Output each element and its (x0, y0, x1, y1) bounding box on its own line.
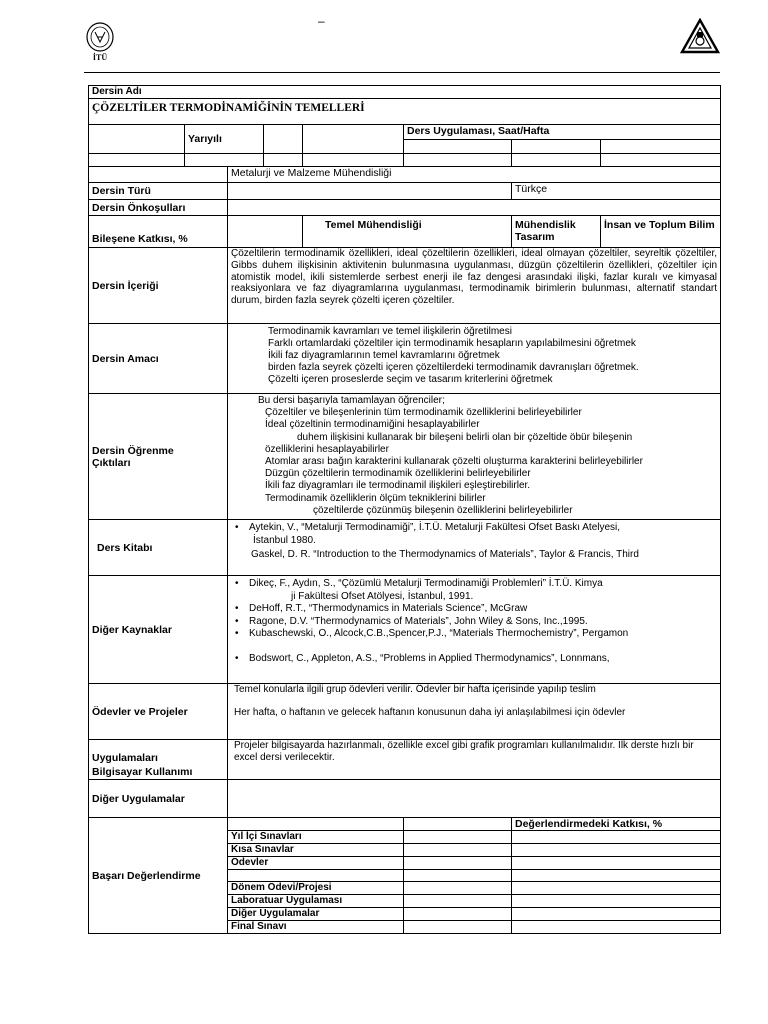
type-value (228, 183, 512, 200)
source-item-text: Kubaschewski, O., Alcock,C.B.,Spencer,P.J., “Materials Thermochemistry”, Pergamon (249, 628, 629, 639)
semester-blank-1 (89, 125, 185, 154)
textbook-bullets (231, 522, 717, 535)
contribution-label: Bileşene Katkısı, % (89, 216, 228, 248)
evaluation-count (404, 908, 512, 921)
semester-value-4 (303, 154, 404, 167)
textbook-item (231, 522, 717, 535)
aim-item: Farklı ortamlardaki çözeltiler için termodinamik hesapların yapılabilmesini öğretmek (268, 338, 636, 349)
other-sources-bullets (231, 578, 717, 591)
contribution-basic-engineering: Temel Mühendisliği (303, 216, 512, 248)
outcomes-intro: Bu dersi başarıyla tamamlayan öğrenciler; (258, 395, 445, 406)
evaluation-item: Yıl İçi Sınavları (228, 831, 404, 844)
evaluation-count (404, 882, 512, 895)
course-form-table (88, 85, 721, 934)
contribution-blank (228, 216, 303, 248)
content-label: Dersin İçeriği (89, 248, 228, 324)
computer-label-line2: Bilgisayar Kullanımı (92, 766, 193, 778)
evaluation-percent (512, 831, 721, 844)
outcome-item: İdeal çözeltinin termodinamiğini hesaplayabilirler (265, 419, 480, 431)
semester-label: Yarıyılı (185, 125, 264, 154)
practice-value-1 (404, 154, 512, 167)
computer-text: Projeler bilgisayarda hazırlanmalı, özellikle excel gibi grafik programları kullanılmalıdır. İlk derste hızlı bir excel dersi verilecektir. (228, 740, 721, 780)
source-item (231, 628, 717, 641)
other-sources-label: Diğer Kaynaklar (89, 576, 228, 684)
source-item-text: Bodswort, C., Appleton, A.S., “Problems in Applied Thermodynamics”, Lonnmans, (249, 652, 610, 664)
department: Metalurji ve Malzeme Mühendisliği (228, 167, 721, 183)
aim-item: birden fazla seyrek çözelti içeren çözeltilerdeki termodinamik davranışları öğretmek. (268, 362, 639, 373)
contribution-humanities: İnsan ve Toplum Bilim (601, 216, 721, 248)
homework-label: Ödevler ve Projeler (89, 684, 228, 740)
evaluation-item (228, 870, 404, 882)
evaluation-percent (512, 844, 721, 857)
evaluation-label: Başarı Değerlendirme (89, 818, 228, 934)
outcome-item: özelliklerini hesaplayabilirler (265, 443, 389, 455)
source-item (231, 578, 717, 591)
aim-item: İkili faz diyagramlarının temel kavramlarını öğretmek (268, 350, 500, 361)
outcome-item: Termodinamik özelliklerin ölçüm tekniklerini bilirler (265, 492, 486, 504)
evaluation-count (404, 921, 512, 934)
content-text: Çözeltilerin termodinamik özellikleri, ideal çözeltilerin özellikleri, ideal olmayan çözeltiler, seyreltik çözeltiler, Gibbs duhem ilişkisinin aktivitenin bulunmasına uygulanması, düzgün çözeltilerin özellikleri, çözeltiler için atomistik model, ikili sistemlerde serbest enerji ile faz dengesi arasındaki ilişki, fazlar kuralı ve kimyasal reaksiyonlara ve faz diyagramlarına uygulanması, termodinamik birimlerin bulunması, alternatif standart durum, birden fazla seyrek çözelti içeren çözeltiler. (228, 248, 721, 324)
itu-logo-right (680, 18, 720, 56)
practice-cell-2 (512, 140, 601, 154)
other-apps-value (228, 780, 721, 818)
source-item-text: DeHoff, R.T., “Thermodynamics in Materials Science”, McGraw (249, 603, 528, 614)
semester-blank-3 (303, 125, 404, 154)
evaluation-percent (512, 857, 721, 870)
evaluation-percent (512, 921, 721, 934)
evaluation-item: Diğer Uygulamalar (228, 908, 404, 921)
language: Türkçe (512, 183, 721, 200)
evaluation-count (404, 831, 512, 844)
outcomes-label-line1: Dersin Öğrenme (92, 444, 174, 457)
evaluation-item: Dönem Ödevi/Projesi (228, 882, 404, 895)
evaluation-percent (512, 882, 721, 895)
textbook-item-text: Aytekin, V., “Metalurji Termodinamiği”, İ.T.Ü. Metalurji Fakültesi Ofset Baskı Atelyesi, (249, 522, 621, 533)
practice-cell-3 (601, 140, 721, 154)
evaluation-header-blank-2 (404, 818, 512, 831)
outcomes-label-line2: Çıktıları (92, 456, 131, 469)
source-item-cont: ji Fakültesi Ofset Atölyesi, İstanbul, 1991. (291, 590, 474, 602)
source-item (231, 616, 717, 629)
header-rule (84, 72, 720, 73)
outcomes-list (228, 394, 721, 520)
semester-value-2 (185, 154, 264, 167)
aim-label: Dersin Amacı (89, 324, 228, 394)
other-apps-label: Diğer Uygulamalar (89, 780, 228, 818)
homework-line: Her hafta, o haftanın ve gelecek haftanın konusunun daha iyi anlaşılabilmesi için ödevler (234, 706, 626, 718)
source-item-text: Dikeç, F., Aydın, S., “Çözümlü Metalurji Termodinamiği Problemleri” İ.T.Ü. Kimya (249, 578, 603, 589)
semester-value-1 (89, 154, 185, 167)
evaluation-item: Ödevler (228, 857, 404, 870)
evaluation-count (404, 844, 512, 857)
aim-item: Çözelti içeren proseslerde seçim ve tasarım kriterlerini öğretmek (268, 374, 553, 385)
source-item (231, 653, 717, 666)
header-dash: – (318, 14, 325, 28)
evaluation-header-blank-1 (228, 818, 404, 831)
textbook-item-cont: İstanbul 1980. (253, 534, 316, 546)
course-name: ÇÖZELTİLER TERMODİNAMİĞİNİN TEMELLERİ (89, 99, 721, 125)
computer-label (89, 740, 228, 780)
textbook-label: Ders Kitabı (89, 520, 228, 576)
semester-value-3 (264, 154, 303, 167)
aim-item: Termodinamik kavramları ve temel ilişkilerin öğretilmesi (268, 326, 512, 337)
homework-line: Temel konularla ilgili grup ödevleri verilir. Ödevler bir hafta içerisinde yapılıp teslim (234, 684, 596, 695)
textbook-list (228, 520, 721, 576)
practice-value-2 (512, 154, 601, 167)
textbook-item: Gaskel, D. R. “Introduction to the Thermodynamics of Materials”, Taylor & Francis, Third (251, 549, 639, 560)
evaluation-item: Laboratuar Uygulaması (228, 895, 404, 908)
source-item-text: Ragone, D.V. “Thermodynamics of Materials”, John Wiley & Sons, Inc.,1995. (249, 615, 588, 627)
type-label: Dersin Türü (89, 183, 228, 200)
practice-value-3 (601, 154, 721, 167)
aim-list (228, 324, 721, 394)
outcome-item: İkili faz diyagramları ile termodinamil ilişkileri eşleştirebilirler. (265, 480, 531, 492)
evaluation-item: Kısa Sınavlar (228, 844, 404, 857)
itu-logo-text: İTÜ (92, 53, 108, 62)
evaluation-item: Final Sınavı (228, 921, 404, 934)
other-sources-bullets-2 (231, 603, 717, 665)
evaluation-count (404, 895, 512, 908)
semester-blank-2 (264, 125, 303, 154)
outcome-item: duhem ilişkisini kullanarak bir bileşeni belirli olan bir çözeltide öbür bileşenin (297, 431, 633, 443)
homework-text (228, 684, 721, 740)
computer-label-line1: Uygulamaları (92, 752, 158, 764)
prerequisites-label: Dersin Önkoşulları (89, 200, 228, 216)
other-sources-list (228, 576, 721, 684)
evaluation-count (404, 857, 512, 870)
practice-label: Ders Uygulaması, Saat/Hafta (404, 125, 721, 140)
outcome-item: Düzgün çözeltilerin termodinamik özelliklerini belirleyebilirler (265, 468, 531, 480)
contribution-engineering-design: Mühendislik Tasarım (512, 216, 601, 248)
outcome-item: Atomlar arası bağın karakterini kullanarak çözelti oluşturma karakterini belirleyebilirler (265, 456, 643, 468)
evaluation-percent (512, 908, 721, 921)
evaluation-header: Değerlendirmedeki Katkısı, % (512, 818, 721, 831)
practice-cell-1 (404, 140, 512, 154)
evaluation-percent (512, 870, 721, 882)
outcome-item: Çözeltiler ve bileşenlerinin tüm termodinamik özelliklerini belirleyebilirler (265, 407, 582, 419)
outcome-item: çözeltilerde çözünmüş bileşenin özelliklerini belirleyebilirler (313, 504, 573, 516)
evaluation-percent (512, 895, 721, 908)
itu-logo-left (84, 20, 116, 62)
course-name-label: Dersin Adı (89, 86, 721, 99)
source-item (231, 603, 717, 616)
outcomes-label (89, 394, 228, 520)
prerequisites-value (228, 200, 721, 216)
evaluation-count (404, 870, 512, 882)
department-blank (89, 167, 228, 183)
